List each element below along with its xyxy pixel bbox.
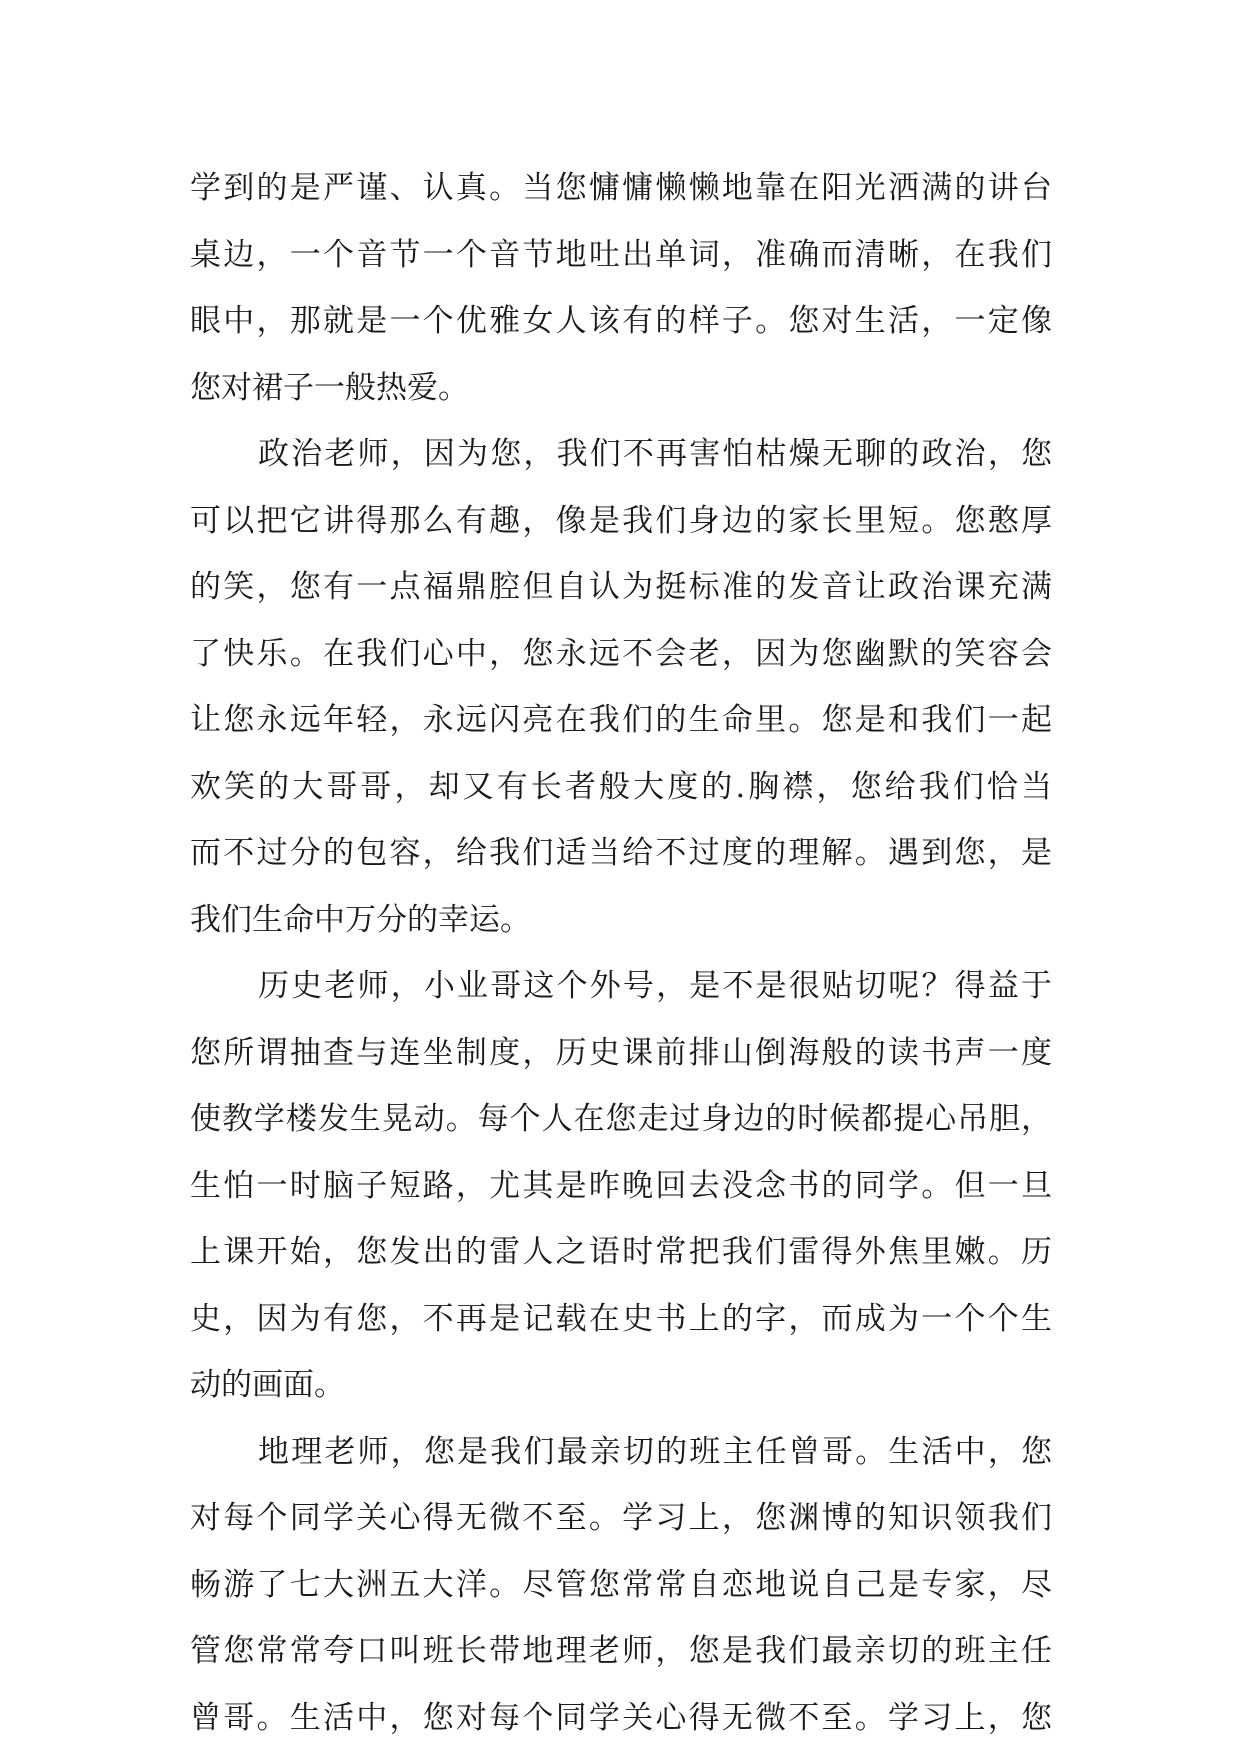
text-line: 了快乐。在我们心中，您永远不会老，因为您幽默的笑容会	[190, 635, 1052, 672]
body-text	[190, 155, 1052, 1751]
text-line: 对每个同学关心得无微不至。学习上，您渊博的知识领我们	[190, 1500, 1052, 1536]
text-line: 地理老师，您是我们最亲切的班主任曾哥。生活中，您	[258, 1433, 1052, 1470]
text-line: 您对裙子一般热爱。	[190, 369, 469, 406]
text-line: 欢笑的大哥哥，却又有长者般大度的.胸襟，您给我们恰当	[190, 768, 1052, 805]
text-line: 管您常常夸口叫班长带地理老师，您是我们最亲切的班主任	[190, 1633, 1052, 1669]
text-line: 的笑，您有一点福鼎腔但自认为挺标准的发音让政治课充满	[190, 569, 1052, 605]
text-line: 我们生命中万分的幸运。	[190, 901, 531, 938]
text-line: 使教学楼发生晃动。每个人在您走过身边的时候都提心吊胆，	[190, 1101, 1052, 1137]
paragraph	[190, 421, 1052, 953]
text-line: 动的画面。	[190, 1367, 345, 1403]
paragraph	[190, 953, 1052, 1419]
paragraph	[190, 155, 1052, 421]
text-line: 可以把它讲得那么有趣，像是我们身边的家长里短。您憨厚	[190, 502, 1052, 539]
text-line: 学到的是严谨、认真。当您慵慵懒懒地靠在阳光洒满的讲台	[190, 170, 1052, 206]
text-line: 让您永远年轻，永远闪亮在我们的生命里。您是和我们一起	[190, 702, 1052, 738]
text-line: 上课开始，您发出的雷人之语时常把我们雷得外焦里嫩。历	[190, 1234, 1052, 1270]
text-line: 桌边，一个音节一个音节地吐出单词，准确而清晰，在我们	[190, 236, 1052, 273]
text-line: 政治老师，因为您，我们不再害怕枯燥无聊的政治，您	[258, 436, 1052, 472]
text-line: 生怕一时脑子短路，尤其是昨晚回去没念书的同学。但一旦	[190, 1167, 1052, 1204]
text-line: 而不过分的包容，给我们适当给不过度的理解。遇到您，是	[190, 835, 1052, 871]
text-line: 您所谓抽查与连坐制度，历史课前排山倒海般的读书声一度	[190, 1034, 1052, 1071]
text-line: 史，因为有您，不再是记载在史书上的字，而成为一个个生	[190, 1300, 1052, 1337]
text-line: 畅游了七大洲五大洋。尽管您常常自恋地说自己是专家，尽	[190, 1566, 1052, 1603]
text-line: 曾哥。生活中，您对每个同学关心得无微不至。学习上，您	[190, 1699, 1052, 1736]
text-line: 眼中，那就是一个优雅女人该有的样子。您对生活，一定像	[190, 303, 1052, 339]
paragraph	[190, 1419, 1052, 1752]
text-line: 历史老师，小业哥这个外号，是不是很贴切呢？得益于	[258, 968, 1052, 1004]
